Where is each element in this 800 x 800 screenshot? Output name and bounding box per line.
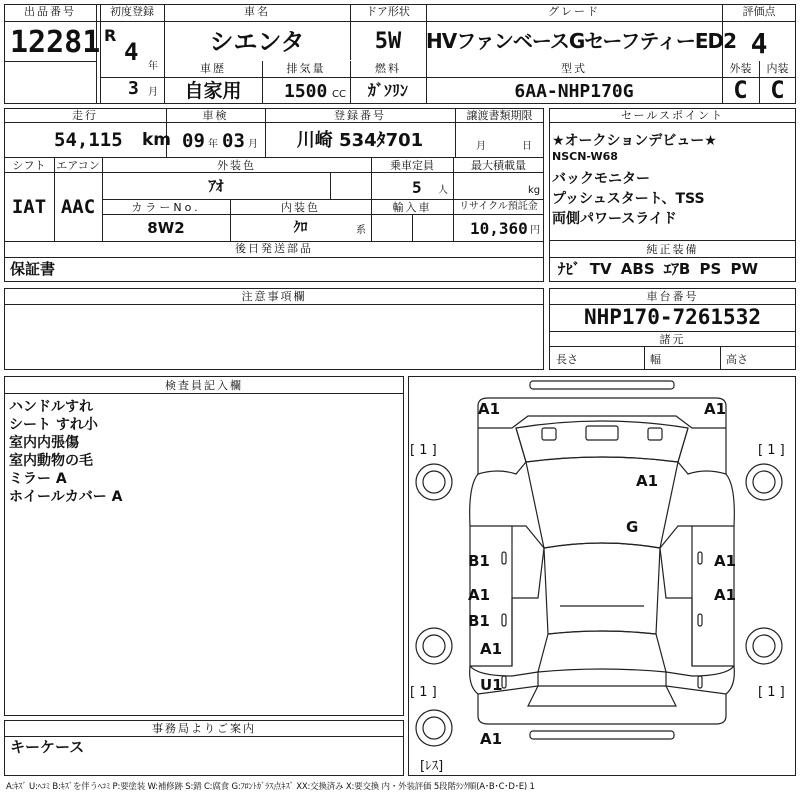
- interior-suffix: 系: [356, 225, 366, 236]
- office-notes: キーケース: [10, 738, 85, 756]
- lot-label: 出品番号: [24, 5, 76, 18]
- displacement-label: 排気量: [286, 62, 326, 75]
- interior-color-label: 内装色: [281, 201, 320, 214]
- spare-tire-label: [ﾚｽ]: [420, 759, 444, 774]
- damage-mark: A1: [468, 586, 491, 604]
- office-label: 事務局よりご案内: [152, 722, 256, 735]
- ac-label: エアコン: [56, 159, 100, 172]
- tire-front-left: [416, 464, 452, 500]
- model: 6AA-NHP170G: [514, 81, 634, 102]
- door-label: ドア形状: [366, 5, 410, 18]
- length-label: 長さ: [556, 353, 578, 366]
- car-diagram: [408, 376, 796, 776]
- selling-label: セールスポイント: [620, 109, 724, 122]
- damage-mark: B1: [468, 552, 490, 570]
- color-no: 8W2: [147, 219, 185, 237]
- inspector-note: ミラー A: [9, 471, 67, 487]
- displacement: 1500: [284, 81, 328, 102]
- history: 自家用: [184, 80, 242, 102]
- int-score: C: [770, 76, 785, 104]
- selling-point: プッシュスタート、TSS: [552, 191, 705, 207]
- tire-rating: [ 1 ]: [410, 443, 437, 458]
- chassis-label: 車台番号: [646, 290, 699, 303]
- car-name: シエンタ: [209, 28, 305, 56]
- selling-points-list: [552, 130, 794, 228]
- equipment-label: 純正装備: [646, 243, 699, 256]
- transfer-day: 日: [522, 141, 532, 152]
- color-no-label: カラーNo.: [131, 201, 201, 214]
- load-label: 最大積載量: [471, 159, 526, 172]
- damage-mark: B1: [468, 612, 490, 630]
- inspector-notes-list: [9, 396, 122, 504]
- inspector-note: 室内動物の毛: [9, 453, 93, 469]
- inspector-note: 室内内張傷: [9, 435, 79, 451]
- roof: [544, 543, 660, 634]
- damage-mark: A1: [714, 586, 737, 604]
- tire-rating: [ 1 ]: [758, 443, 785, 458]
- load-unit: kg: [528, 185, 541, 196]
- lot-number: 12281: [10, 25, 101, 60]
- chassis-number: NHP170-7261532: [583, 305, 761, 329]
- equipment: ﾅﾋﾞ TV ABS ｴｱB PS PW: [558, 260, 759, 278]
- capacity-label: 乗車定員: [390, 159, 434, 172]
- tire-rating: [ 1 ]: [758, 685, 785, 700]
- history-label: 車歴: [200, 62, 226, 75]
- insp-year: 09: [182, 130, 205, 152]
- reg-year: 4: [124, 38, 139, 66]
- mileage-unit: km: [142, 130, 172, 150]
- ac: AAC: [60, 196, 96, 218]
- color-label: 外装色: [217, 159, 256, 172]
- damage-mark: U1: [480, 676, 503, 694]
- after-parts: 保証書: [10, 260, 56, 278]
- fuel: ｶﾞｿﾘﾝ: [367, 81, 408, 100]
- notes-label: 注意事項欄: [241, 290, 307, 303]
- door-type: 5W: [374, 29, 402, 54]
- front-bumper: [478, 398, 726, 428]
- interior-color: ｸﾛ: [293, 220, 308, 236]
- damage-mark: A1: [480, 730, 503, 748]
- inspector-note: シート すれ小: [9, 417, 98, 433]
- int-label: 内装: [766, 62, 789, 75]
- selling-point: NSCN-W68: [552, 150, 618, 163]
- model-label: 型式: [561, 62, 587, 75]
- insp-month: 03: [222, 130, 245, 152]
- plate-label: 登録番号: [334, 109, 386, 122]
- dims-label: 諸元: [659, 333, 686, 346]
- inspector-label: 検査員記入欄: [165, 379, 243, 392]
- reg-month: 3: [128, 78, 139, 99]
- import-label: 輸入車: [392, 201, 432, 214]
- hood: [516, 421, 688, 462]
- score: 4: [750, 27, 768, 60]
- damage-mark: A1: [478, 400, 501, 418]
- mileage-label: 走行: [72, 109, 98, 122]
- insp-month-unit: 月: [248, 139, 258, 150]
- front-bumper-strip: [530, 381, 674, 389]
- capacity-unit: 人: [438, 185, 448, 196]
- recycle-label: リサイクル預託金: [459, 201, 538, 212]
- score-label: 評価点: [742, 5, 776, 18]
- reg-year-unit: 年: [148, 61, 158, 72]
- after-parts-label: 後日発送部品: [235, 242, 313, 255]
- height-label: 高さ: [726, 353, 748, 366]
- shift-label: シフト: [12, 159, 46, 172]
- recycle-unit: 円: [530, 225, 540, 236]
- mileage: 54,115: [54, 129, 123, 151]
- displacement-unit: CC: [332, 89, 346, 100]
- damage-mark: G: [626, 518, 639, 536]
- era: R: [104, 26, 117, 45]
- damage-mark: A1: [480, 640, 503, 658]
- ext-score: C: [733, 76, 748, 104]
- car-name-label: 車名: [244, 5, 270, 18]
- capacity: 5: [412, 178, 422, 197]
- grade: HVファンベースGセーフティーED2: [426, 29, 737, 53]
- selling-point: 両側パワースライド: [552, 211, 677, 227]
- grade-label: グレード: [548, 5, 600, 18]
- inspection-label: 車検: [202, 109, 229, 122]
- damage-mark: A1: [714, 552, 737, 570]
- plate: 川崎 534ﾀ701: [296, 130, 424, 151]
- shift: IAT: [11, 196, 47, 218]
- tire-rear-left: [416, 628, 452, 664]
- first-reg-label: 初度登録: [110, 5, 154, 18]
- tire-front-right: [746, 464, 782, 500]
- transfer-label: 譲渡書類期限: [466, 109, 533, 122]
- selling-point: バックモニター: [552, 171, 650, 187]
- width-label: 幅: [650, 353, 661, 366]
- transfer-month: 月: [476, 141, 486, 152]
- spare-tire: [416, 710, 452, 746]
- tire-rear-right: [746, 628, 782, 664]
- insp-year-unit: 年: [208, 139, 218, 150]
- damage-mark: A1: [704, 400, 727, 418]
- after-parts-box: [4, 258, 544, 282]
- color: ｱｵ: [208, 177, 224, 195]
- selling-point: ★オークションデビュー★: [552, 133, 717, 149]
- inspector-note: ホイールカバー A: [9, 489, 123, 505]
- rear-glass: [538, 631, 666, 672]
- reg-month-unit: 月: [148, 87, 158, 98]
- damage-legend: A:ｷｽﾞ U:ﾍｺﾐ B:ｷｽﾞを伴うﾍｺﾐ P:要塗装 W:補修跡 S:錆 C:腐食 G:ﾌﾛﾝﾄｶﾞﾗｽ点ｷｽﾞ XX:交換済み X:要交換 内・外装評価 5段階ﾗﾝｸ順(A･B･C･D･E) 1: [6, 782, 535, 792]
- damage-mark: A1: [636, 472, 659, 490]
- recycle: 10,360: [470, 219, 528, 238]
- inspector-note: ハンドルすれ: [9, 399, 93, 415]
- rear-bumper: [478, 694, 726, 724]
- ext-label: 外装: [729, 62, 752, 75]
- windshield: [526, 457, 678, 548]
- fuel-label: 燃料: [375, 62, 401, 75]
- tire-rating: [ 1 ]: [410, 685, 437, 700]
